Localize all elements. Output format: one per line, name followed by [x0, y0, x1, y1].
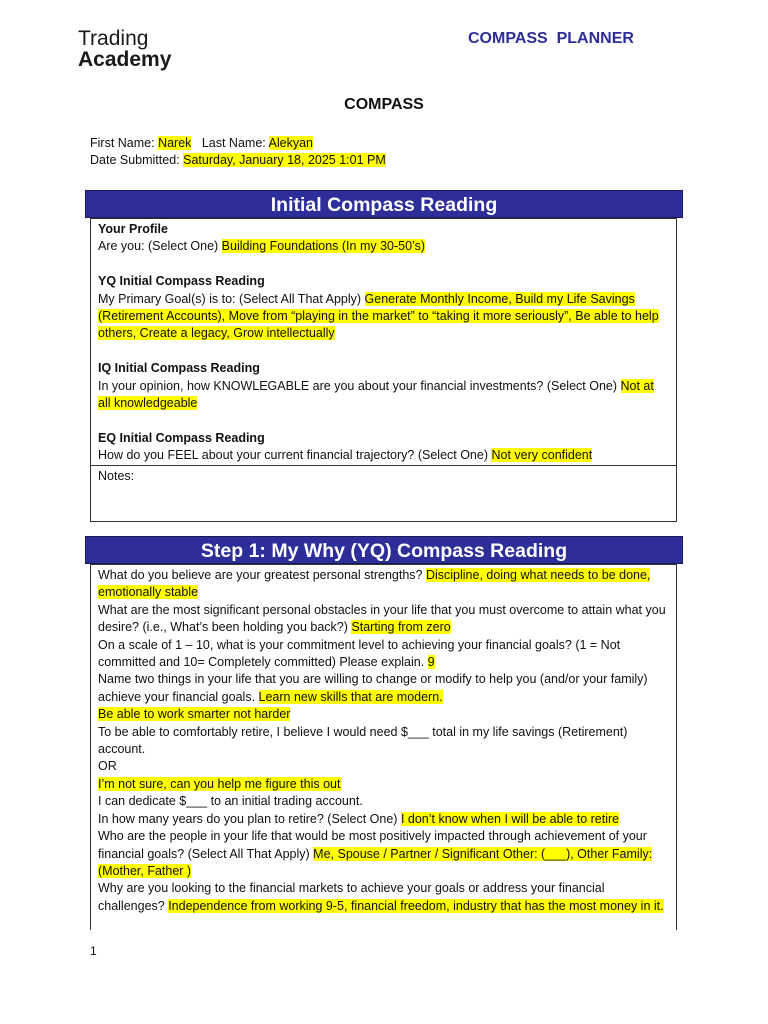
planner-title: COMPASS PLANNER	[468, 30, 634, 47]
first-name-value: Narek	[158, 136, 192, 150]
step1-q2	[98, 602, 669, 637]
q4-answer-1: Learn new skills that are modern.	[258, 689, 443, 704]
initial-reading-content	[91, 219, 676, 465]
step1-q5-answer	[98, 776, 669, 793]
date-label: Date Submitted:	[90, 153, 184, 167]
notes-label: Notes:	[98, 468, 135, 483]
yq-heading: YQ Initial Compass Reading	[98, 274, 265, 289]
q7-text: In how many years do you plan to retire? (Select One)	[98, 811, 401, 826]
q4-text: Name two things in your life that you are willing to change or modify to help you (and/or your family) achieve your financial goals.	[98, 672, 648, 704]
initial-reading-banner: Initial Compass Reading	[85, 190, 683, 218]
trading-academy-logo	[78, 28, 171, 70]
first-name-label: First Name:	[90, 136, 159, 150]
iq-item	[98, 378, 669, 413]
step1-q5-or: OR	[98, 759, 117, 774]
step1-q9	[98, 880, 669, 915]
step1-q5: To be able to comfortably retire, I believe I would need $___ total in my life savings (Retirement) account.	[98, 724, 628, 757]
step1-box	[90, 564, 677, 930]
name-row	[90, 136, 313, 150]
q9-answer: Independence from working 9-5, financial freedom, industry that has the most money in it.	[168, 898, 664, 913]
step1-q4-answer-2	[98, 706, 669, 723]
iq-heading: IQ Initial Compass Reading	[98, 361, 260, 376]
step1-q8	[98, 828, 669, 880]
q7-answer: I don’t know when I will be able to retire	[400, 811, 620, 826]
step1-banner: Step 1: My Why (YQ) Compass Reading	[85, 536, 683, 564]
initial-reading-box	[90, 218, 677, 522]
eq-item	[98, 447, 669, 464]
step1-q7	[98, 811, 669, 828]
document-title: COMPASS	[344, 96, 424, 113]
yq-answer: Generate Monthly Income, Build my Life Savings (Retirement Accounts), Move from “playing in the market” to “taking it more seriously”, Be able to help others, Create a legacy, Grow intellectually	[98, 291, 659, 341]
eq-answer: Not very confident	[491, 448, 593, 463]
logo-line-2: Academy	[78, 48, 172, 71]
yq-item	[98, 291, 669, 343]
profile-question: Are you: (Select One)	[98, 239, 222, 254]
profile-heading: Your Profile	[98, 222, 168, 236]
q1-text: What do you believe are your greatest personal strengths?	[98, 568, 426, 582]
iq-answer: Not at all knowledgeable	[98, 378, 654, 411]
notes-field	[91, 465, 676, 521]
step1-q6: I can dedicate $___ to an initial trading account.	[98, 794, 363, 809]
q1-answer: Discipline, doing what needs to be done, emotionally stable	[98, 568, 651, 600]
step1-q1	[98, 567, 669, 602]
step1-content	[91, 565, 676, 915]
yq-question: My Primary Goal(s) is to: (Select All That Apply)	[98, 291, 365, 306]
step1-q3	[98, 637, 669, 672]
q5-answer: I’m not sure, can you help me figure this out	[98, 776, 341, 791]
q3-text: On a scale of 1 – 10, what is your commitment level to achieving your financial goals? (1 = Not committed and 10= Completely committed) Please explain.	[98, 637, 621, 670]
step1-q4	[98, 671, 669, 706]
page-number: 1	[90, 944, 97, 958]
profile-answer: Building Foundations (In my 30-50’s)	[221, 239, 426, 254]
last-name-label: Last Name:	[191, 136, 269, 150]
q2-answer: Starting from zero	[351, 620, 451, 635]
profile-item	[98, 238, 669, 255]
logo-line-1: Trading	[78, 27, 149, 50]
q3-answer: 9	[427, 655, 435, 670]
q8-text: Who are the people in your life that would be most positively impacted through achievement of your financial goals? (Select All That Apply)	[98, 829, 647, 861]
q9-text: Why are you looking to the financial markets to achieve your goals or address your financial challenges?	[98, 881, 605, 913]
q2-text: What are the most significant personal obstacles in your life that you must overcome to attain what you desire? (i.e., What’s been holding you back?)	[98, 602, 666, 635]
eq-heading: EQ Initial Compass Reading	[98, 430, 265, 445]
q4-answer-2: Be able to work smarter not harder	[98, 707, 291, 722]
q8-answer: Me, Spouse / Partner / Significant Other: (___), Other Family: (Mother, Father )	[98, 846, 653, 878]
eq-question: How do you FEEL about your current financial trajectory? (Select One)	[98, 448, 492, 463]
date-row	[90, 153, 386, 167]
date-value: Saturday, January 18, 2025 1:01 PM	[183, 153, 386, 167]
last-name-value: Alekyan	[268, 136, 314, 150]
iq-question: In your opinion, how KNOWLEGABLE are you about your financial investments? (Select One)	[98, 378, 621, 393]
